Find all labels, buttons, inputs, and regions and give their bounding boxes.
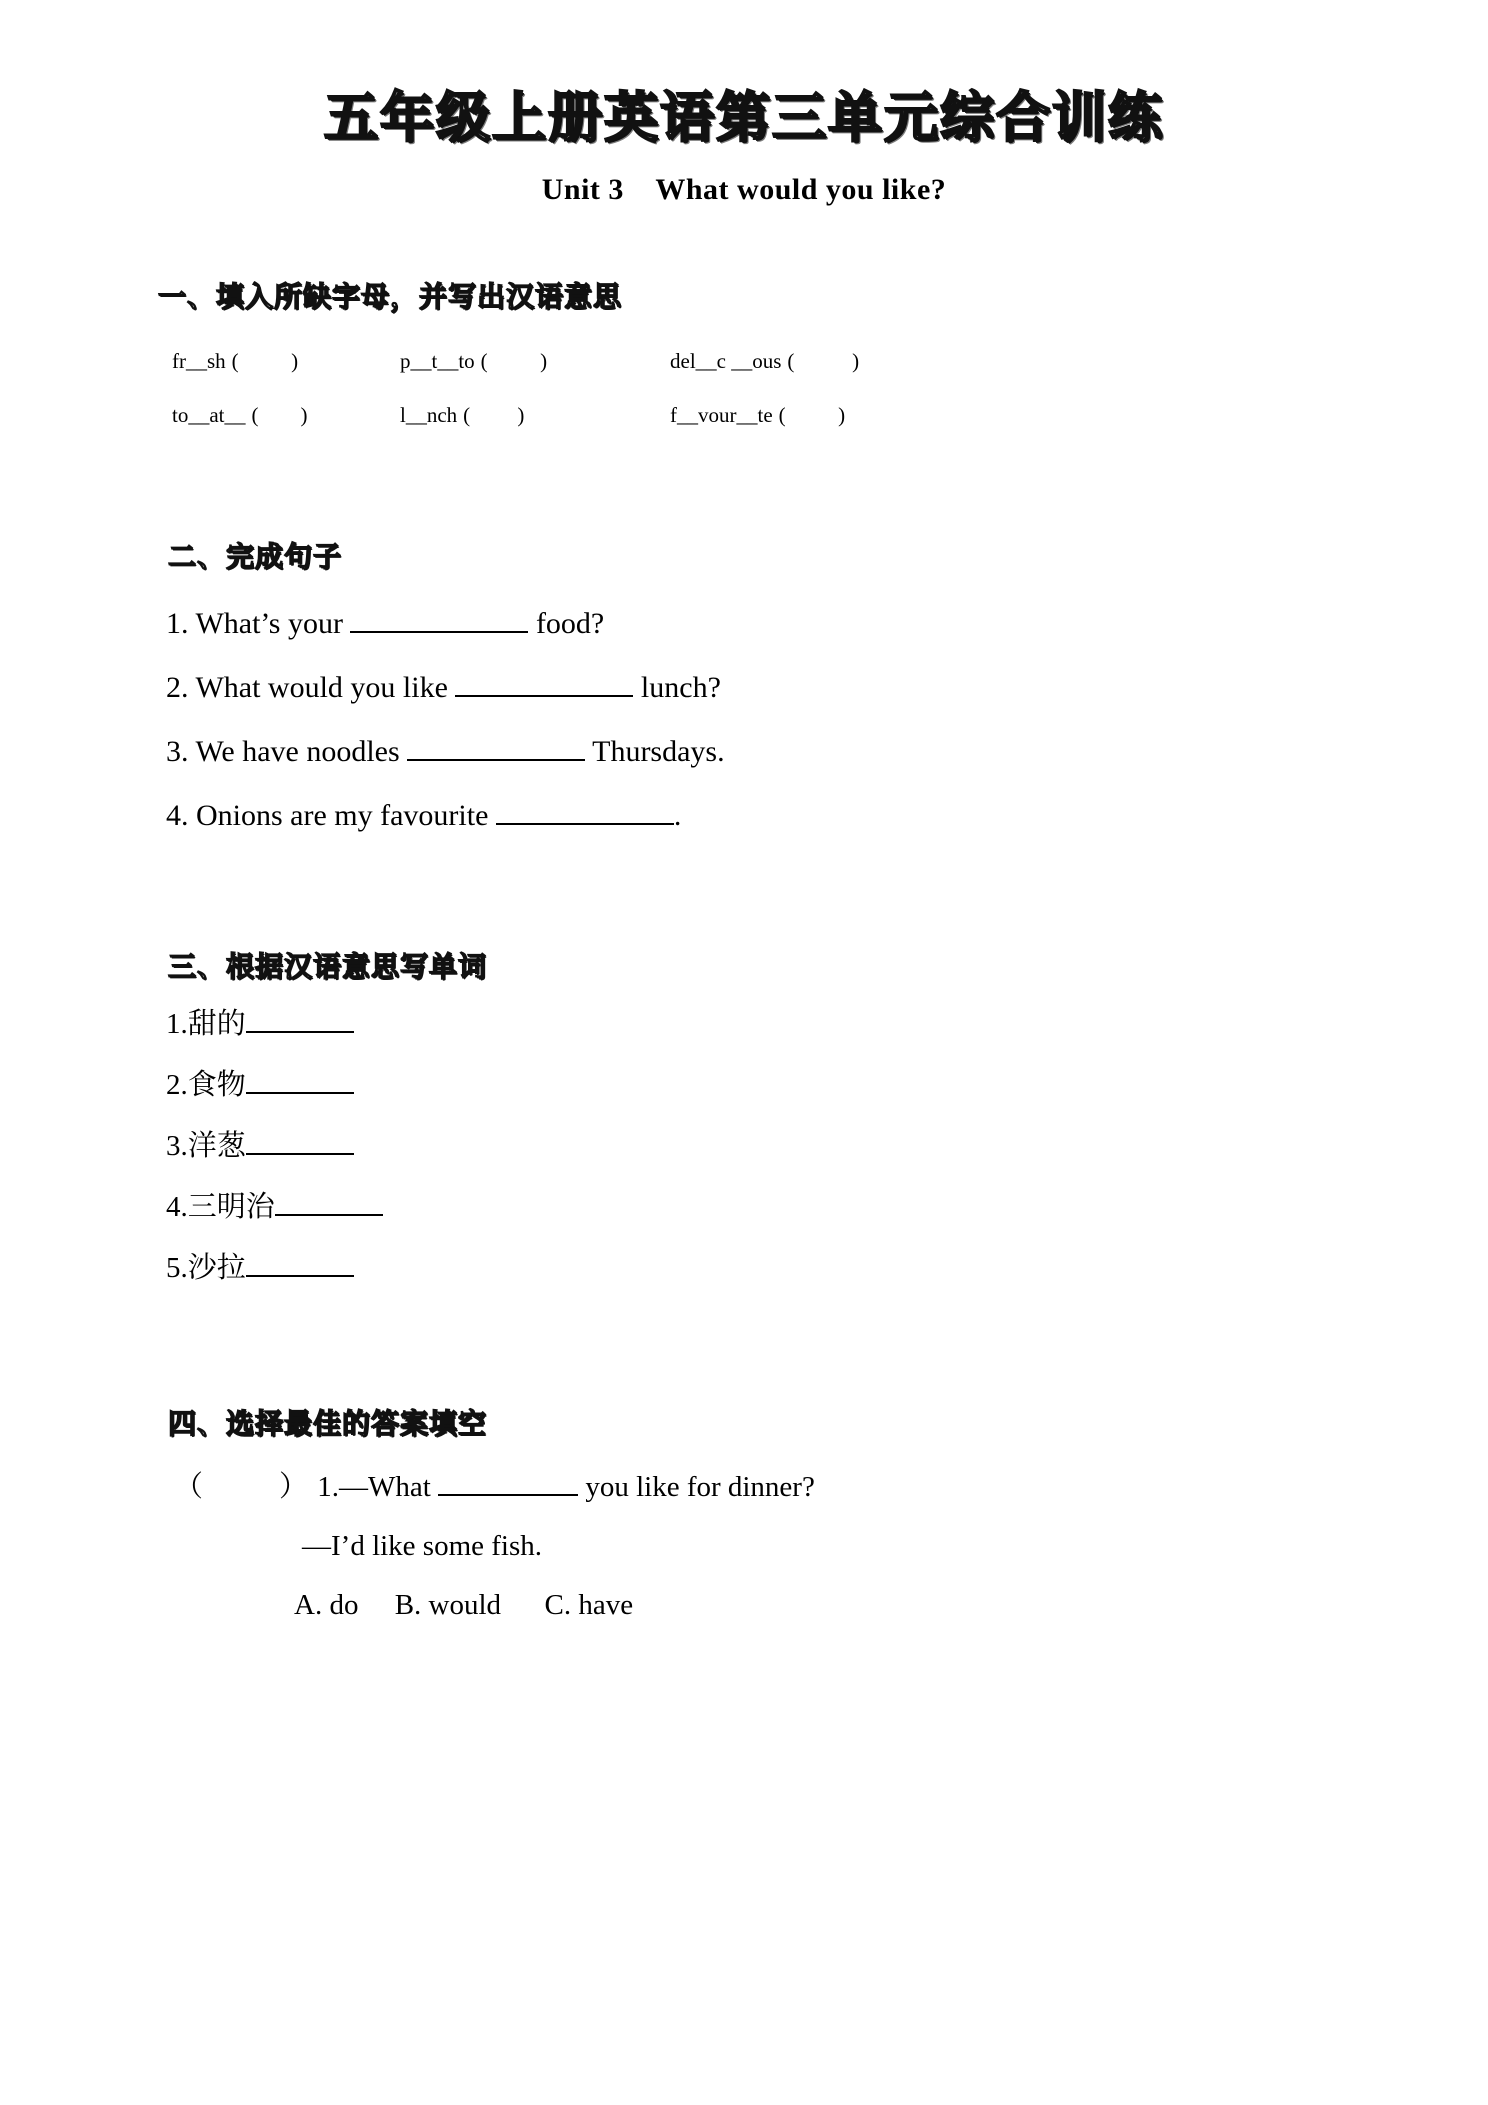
item-number: 3. <box>166 1130 188 1163</box>
word-answer-paren[interactable]: ( ) <box>231 349 299 374</box>
word-write-item <box>166 1190 1338 1251</box>
mc-question-stem <box>174 1470 1338 1532</box>
word-answer-paren[interactable]: ( ) <box>778 403 846 428</box>
word-term: f__vour__te <box>670 403 773 428</box>
answer-blank[interactable] <box>275 1190 383 1216</box>
sentence-text-before: What would you like <box>195 671 456 705</box>
answer-blank[interactable] <box>246 1068 354 1094</box>
page-subtitle: Unit 3 What would you like? <box>541 173 947 207</box>
word-row <box>172 403 1338 457</box>
sentence-text-before: What’s your <box>195 607 351 641</box>
item-chinese: 食物 <box>187 1069 246 1102</box>
sentence-text-after: food? <box>528 607 605 641</box>
item-chinese: 洋葱 <box>187 1130 246 1163</box>
answer-blank[interactable] <box>496 797 674 825</box>
mc-stem-before: —What <box>339 1471 439 1504</box>
answer-blank[interactable] <box>407 733 585 761</box>
mc-number: 1. <box>317 1471 340 1504</box>
section-heading-1: 一、填入所缺字母，并写出汉语意思 <box>158 280 623 314</box>
sentence-item <box>166 605 1338 669</box>
sentence-item <box>166 669 1338 733</box>
word-term: del__c __ous <box>670 349 782 374</box>
sentence-text-after: lunch? <box>633 671 721 705</box>
complete-sentences-list <box>150 575 1338 861</box>
word-item <box>670 403 970 428</box>
item-number: 1. <box>166 1008 188 1041</box>
item-number: 4. <box>166 1191 188 1224</box>
word-row <box>172 349 1338 403</box>
answer-blank[interactable] <box>438 1470 578 1496</box>
mc-options-line[interactable]: A. do B. would C. have <box>294 1589 634 1622</box>
sentence-number: 4. <box>166 799 189 833</box>
mc-stem-after: you like for dinner? <box>578 1471 815 1504</box>
sentence-text-before: Onions are my favourite <box>196 799 496 833</box>
section-heading-2: 二、完成句子 <box>168 540 343 574</box>
section-heading-4: 四、选择最佳的答案填空 <box>168 1407 488 1441</box>
sentence-number: 1. <box>166 607 189 641</box>
mc-answer-line: —I’d like some fish. <box>302 1530 543 1563</box>
sentence-number: 2. <box>166 671 189 705</box>
answer-blank[interactable] <box>246 1007 354 1033</box>
answer-blank[interactable] <box>455 669 633 697</box>
sentence-text-after: Thursdays. <box>585 735 725 769</box>
word-answer-paren[interactable]: ( ) <box>480 349 548 374</box>
word-write-item <box>166 1251 1338 1312</box>
item-chinese: 沙拉 <box>187 1252 246 1285</box>
answer-blank[interactable] <box>246 1129 354 1155</box>
word-write-item <box>166 1068 1338 1129</box>
multiple-choice-block <box>150 1442 1338 1620</box>
sentence-number: 3. <box>166 735 189 769</box>
word-answer-paren[interactable]: ( ) <box>787 349 860 374</box>
item-number: 5. <box>166 1252 188 1285</box>
word-term: l__nch <box>400 403 458 428</box>
sentence-item <box>166 797 1338 861</box>
word-item <box>400 403 670 428</box>
sentence-text-before: We have noodles <box>195 735 408 769</box>
word-term: fr__sh <box>172 349 226 374</box>
write-words-list <box>150 985 1338 1312</box>
sentence-item <box>166 733 1338 797</box>
sentence-text-after: . <box>673 799 682 833</box>
word-write-item <box>166 1129 1338 1190</box>
answer-blank[interactable] <box>246 1251 354 1277</box>
item-chinese: 三明治 <box>187 1191 275 1224</box>
item-chinese: 甜的 <box>187 1008 246 1041</box>
page-title: 五年级上册英语第三单元综合训练 <box>324 86 1164 149</box>
word-answer-paren[interactable]: ( ) <box>463 403 525 428</box>
word-item <box>400 349 670 374</box>
word-item <box>172 349 400 374</box>
word-write-item <box>166 1007 1338 1068</box>
word-item <box>670 349 970 374</box>
word-item <box>172 403 400 428</box>
section-heading-3: 三、根据汉语意思写单词 <box>168 950 488 984</box>
word-term: to__at__ <box>172 403 246 428</box>
item-number: 2. <box>166 1069 188 1102</box>
word-term: p__t__to <box>400 349 475 374</box>
fill-letters-grid <box>150 315 1338 457</box>
mc-answer-box[interactable]: （ ） <box>174 1471 311 1504</box>
word-answer-paren[interactable]: ( ) <box>251 403 308 428</box>
answer-blank[interactable] <box>350 605 528 633</box>
